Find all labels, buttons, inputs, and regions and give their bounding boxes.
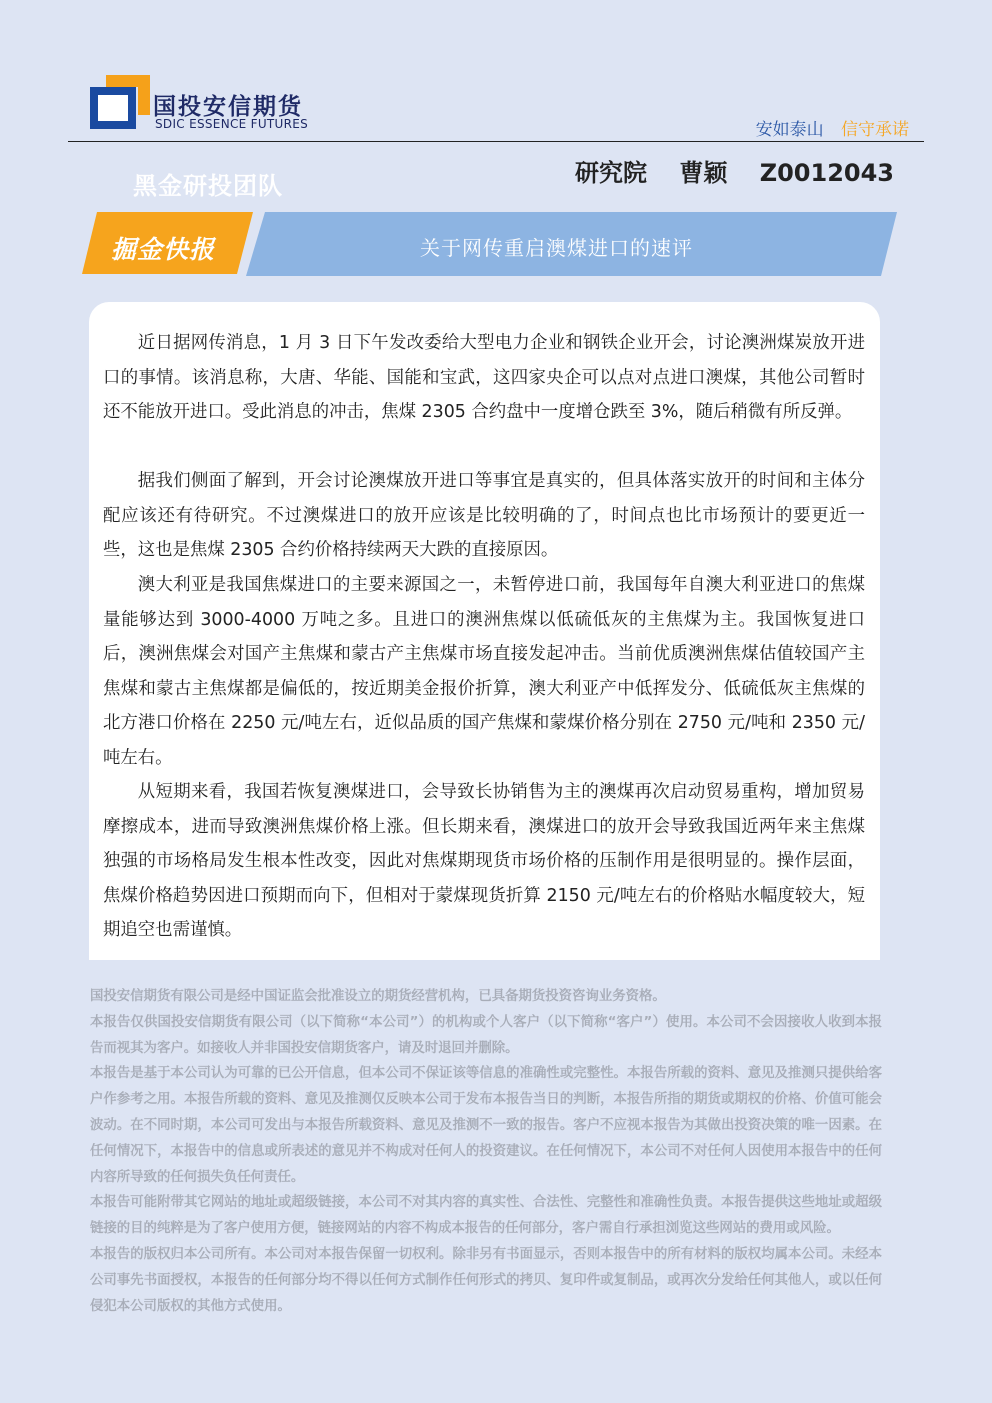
team-name: 黑金研投团队	[133, 172, 283, 200]
disclaimer-paragraph-4: 本报告可能附带其它网站的地址或超级链接，本公司不对其内容的真实性、合法性、完整性和准确性负责。本报告提供这些地址或超级链接的目的纯粹是为了客户使用方便，链接网站的内容不构成本报告的任何部分，客户需自行承担浏览这些网站的费用或风险。	[90, 1195, 882, 1237]
body-paragraph-1: 近日据网传消息，1 月 3 日下午发改委给大型电力企业和钢铁企业开会，讨论澳洲煤炭放开进口的事情。该消息称，大唐、华能、国能和宝武，这四家央企可以点对点进口澳煤，其他公司暂时还不能放开进口。受此消息的冲击，焦煤 2305 合约盘中一度增仓跌至 3%，随后稍微有所反弹。	[103, 333, 865, 423]
report-title: 关于网传重启澳煤进口的速评	[420, 236, 693, 260]
disclaimer-paragraph-3: 本报告是基于本公司认为可靠的已公开信息，但本公司不保证该等信息的准确性或完整性。本报告所载的资料、意见及推测只提供给客户作参考之用。本报告所载的资料、意见及推测仅反映本公司于发布本报告当日的判断，本报告所指的期货或期权的价格、价值可能会波动。在不同时期，本公司可发出与本报告所载资料、意见及推测不一致的报告。客户不应视本报告为其做出投资决策的唯一因素。在任何情况下，本报告中的信息或所表述的意见并不构成对任何人的投资建议。在任何情况下，本公司不对任何人因使用本报告中的任何内容所导致的任何损失负任何责任。	[90, 1066, 882, 1185]
disclaimer-paragraph-5: 本报告的版权归本公司所有。本公司对本报告保留一切权利。除非另有书面显示，否则本报告中的所有材料的版权均属本公司。未经本公司事先书面授权，本报告的任何部分均不得以任何方式制作任何形式的拷贝、复印件或复制品，或再次分发给任何其他人，或以任何侵犯本公司版权的其他方式使用。	[90, 1246, 882, 1314]
body-paragraph-3: 澳大利亚是我国焦煤进口的主要来源国之一，未暂停进口前，我国每年自澳大利亚进口的焦煤量能够达到 3000-4000 万吨之多。且进口的澳洲焦煤以低硫低灰的主焦煤为主。我国恢复进口后，澳洲焦煤会对国产主焦煤和蒙古产主焦煤市场直接发起冲击。当前优质澳洲焦煤估值较国产主焦煤和蒙古主焦煤都是偏低的，按近期美金报价折算，澳大利亚产中低挥发分、低硫低灰主焦煤的北方港口价格在 2250 元/吨左右，近似品质的国产焦煤和蒙煤价格分别在 2750 元/吨和 2350 元/吨左右。	[103, 575, 865, 768]
body-paragraph-2: 据我们侧面了解到，开会讨论澳煤放开进口等事宜是真实的，但具体落实放开的时间和主体分配应该还有待研究。不过澳煤进口的放开应该是比较明确的了，时间点也比市场预计的要更近一些，这也是焦煤 2305 合约价格持续两天大跌的直接原因。	[103, 471, 865, 561]
author-department: 研究院	[574, 159, 647, 187]
report-badge: 掘金快报	[111, 235, 216, 264]
brand-name-en: SDIC ESSENCE FUTURES	[155, 117, 309, 131]
slogan-part-1: 安如泰山	[755, 120, 824, 140]
body-paragraph-4: 从短期来看，我国若恢复澳煤进口，会导致长协销售为主的澳煤再次启动贸易重构，增加贸易摩擦成本，进而导致澳洲焦煤价格上涨。但长期来看，澳煤进口的放开会导致我国近两年来主焦煤独强的市场格局发生根本性改变，因此对焦煤期现货市场价格的压制作用是很明显的。操作层面，焦煤价格趋势因进口预期而向下，但相对于蒙煤现货折算 2150 元/吨左右的价格贴水幅度较大，短期追空也需谨慎。	[103, 782, 865, 941]
brand-name-cn: 国投安信期货	[153, 94, 303, 120]
disclaimer-paragraph-2: 本报告仅供国投安信期货有限公司（以下简称“本公司”）的机构或个人客户（以下简称“客户”）使用。本公司不会因接收人收到本报告而视其为客户。如接收人并非国投安信期货客户，请及时退回并删除。	[90, 1014, 882, 1056]
content-panel	[89, 302, 880, 960]
disclaimer	[90, 984, 882, 1319]
disclaimer-paragraph-1: 国投安信期货有限公司是经中国证监会批准设立的期货经营机构，已具备期货投资咨询业务资格。	[90, 989, 666, 1004]
author-code: Z0012043	[759, 159, 894, 187]
author-name: 曹颖	[679, 159, 728, 187]
slogan-part-2: 信守承诺	[841, 120, 909, 140]
